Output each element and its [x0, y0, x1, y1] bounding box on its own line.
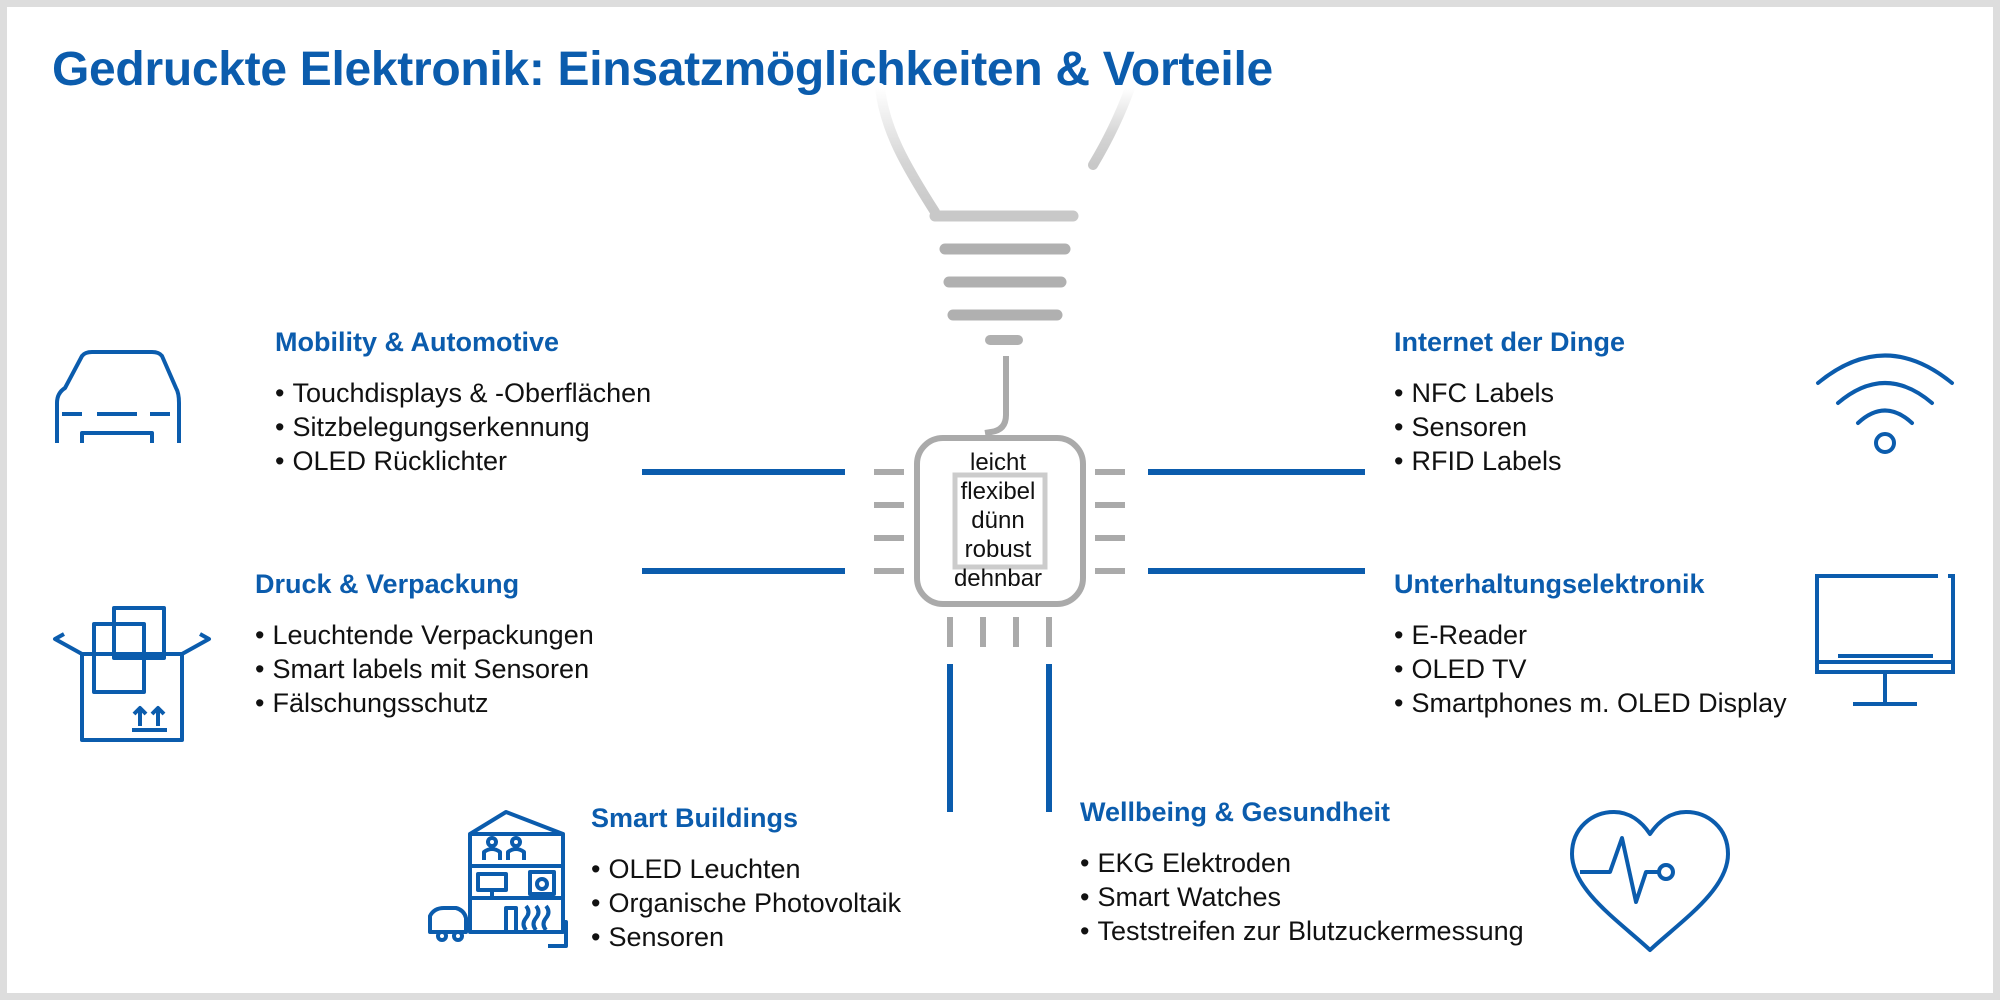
car-icon: [52, 348, 182, 448]
property-dehnbar: dehnbar: [953, 565, 1043, 592]
section-heading: Wellbeing & Gesundheit: [1080, 797, 1391, 827]
section-heading: Smart Buildings: [591, 803, 799, 833]
section-wellbeing-gesundheit: [1080, 797, 1524, 948]
list-item: • OLED Rücklichter: [275, 444, 651, 478]
list-item: • Smart labels mit Sensoren: [255, 652, 594, 686]
monitor-icon: [1813, 572, 1957, 712]
package-icon: [52, 604, 214, 744]
list-item: • Fälschungsschutz: [255, 686, 594, 720]
section-list: [591, 852, 901, 954]
list-item: • Smartphones m. OLED Display: [1394, 686, 1787, 720]
section-list: [255, 618, 594, 720]
section-heading: Unterhaltungselektronik: [1394, 569, 1705, 599]
section-mobility-automotive: [275, 327, 651, 478]
section-druck-verpackung: [255, 569, 594, 720]
list-item: • Leuchtende Verpackungen: [255, 618, 594, 652]
wifi-icon: [1813, 348, 1957, 458]
property-flexibel: flexibel: [960, 478, 1036, 505]
house-icon: [426, 804, 576, 954]
section-heading: Mobility & Automotive: [275, 327, 559, 357]
list-item: • NFC Labels: [1394, 376, 1625, 410]
section-list: [275, 376, 651, 478]
list-item: • Sensoren: [1394, 410, 1625, 444]
list-item: • Smart Watches: [1080, 880, 1524, 914]
property-duenn: dünn: [971, 507, 1025, 534]
light-bulb-icon: [880, 88, 1130, 433]
list-item: • Touchdisplays & -Oberflächen: [275, 376, 651, 410]
section-list: [1080, 846, 1524, 948]
section-unterhaltungselektronik: [1394, 569, 1787, 720]
list-item: • Organische Photovoltaik: [591, 886, 901, 920]
property-robust: robust: [964, 536, 1032, 563]
list-item: • Teststreifen zur Blutzuckermessung: [1080, 914, 1524, 948]
list-item: • OLED TV: [1394, 652, 1787, 686]
list-item: • OLED Leuchten: [591, 852, 901, 886]
heart-pulse-icon: [1570, 810, 1730, 954]
list-item: • RFID Labels: [1394, 444, 1625, 478]
section-smart-buildings: [591, 803, 901, 954]
list-item: • Sensoren: [591, 920, 901, 954]
list-item: • EKG Elektroden: [1080, 846, 1524, 880]
section-list: [1394, 618, 1787, 720]
property-leicht: leicht: [969, 449, 1027, 476]
list-item: • E-Reader: [1394, 618, 1787, 652]
chip-properties: [932, 448, 1064, 593]
section-list: [1394, 376, 1625, 478]
page-title: Gedruckte Elektronik: Einsatzmöglichkeiten & Vorteile: [52, 43, 1273, 96]
list-item: • Sitzbelegungserkennung: [275, 410, 651, 444]
section-heading: Internet der Dinge: [1394, 327, 1626, 357]
section-internet-der-dinge: [1394, 327, 1625, 478]
section-heading: Druck & Verpackung: [255, 569, 520, 599]
